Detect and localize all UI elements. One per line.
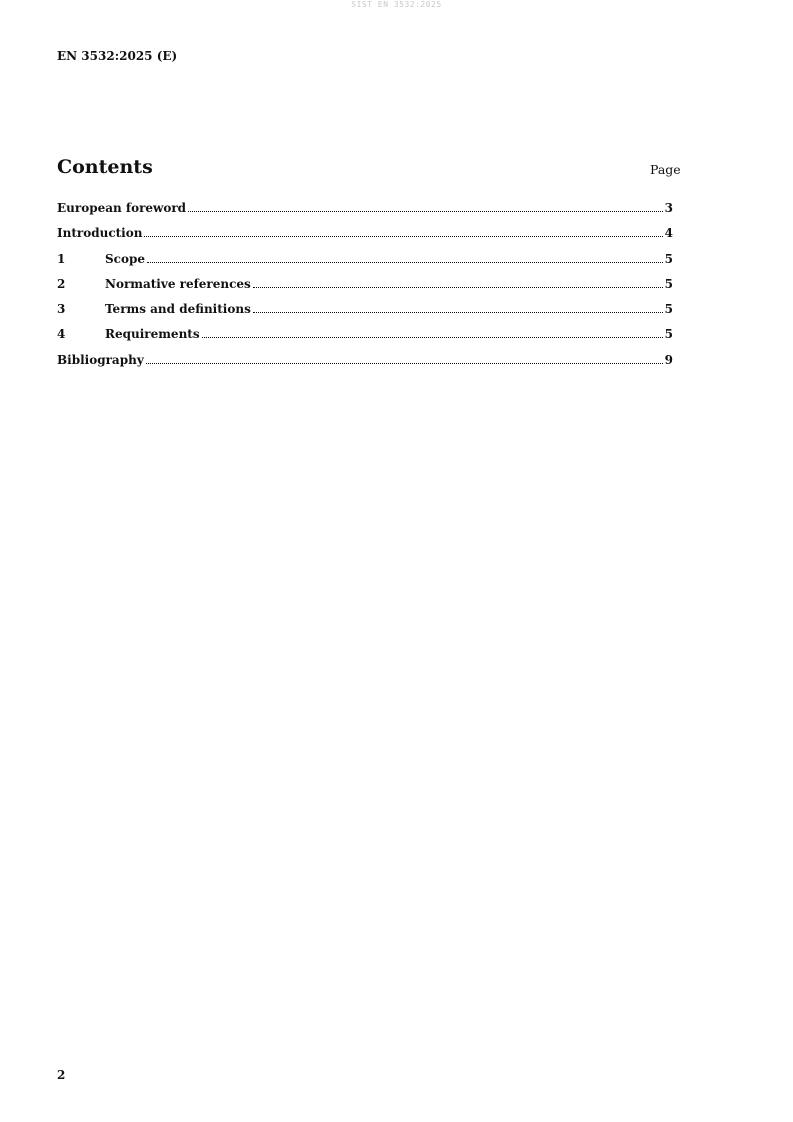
toc-entry-european-foreword[interactable]	[57, 201, 673, 226]
toc-entry-page: 5	[664, 327, 673, 342]
footer-page-number: 2	[57, 1068, 66, 1082]
dot-leader	[188, 210, 663, 212]
toc-entry-page: 5	[664, 251, 673, 266]
table-of-contents	[57, 201, 673, 378]
dot-leader	[144, 235, 662, 237]
toc-entry-bibliography[interactable]	[57, 353, 673, 378]
toc-entry-label: European foreword	[57, 201, 187, 215]
watermark: SIST EN 3532:2025	[351, 0, 442, 9]
toc-entry-number: 1	[57, 251, 66, 266]
toc-entry-page: 5	[664, 302, 673, 317]
toc-entry-terms-and-definitions[interactable]	[57, 302, 673, 327]
toc-entry-number: 4	[57, 327, 66, 342]
page-column-label: Page	[650, 162, 681, 177]
toc-entry-requirements[interactable]	[57, 327, 673, 352]
dot-leader	[202, 336, 663, 338]
dot-leader	[146, 362, 663, 364]
toc-entry-normative-references[interactable]	[57, 277, 673, 302]
toc-entry-page: 4	[664, 226, 673, 241]
toc-entry-introduction[interactable]	[57, 226, 673, 251]
toc-entry-label: Requirements	[105, 327, 200, 342]
toc-entry-page: 9	[664, 352, 673, 367]
dot-leader	[253, 286, 663, 288]
toc-entry-label: Normative references	[105, 276, 251, 291]
toc-entry-page: 3	[664, 201, 673, 215]
toc-entry-page: 5	[664, 276, 673, 291]
toc-entry-label: Introduction	[57, 226, 143, 241]
toc-entry-label: Bibliography	[57, 352, 144, 367]
contents-title: Contents	[57, 156, 153, 178]
document-id: EN 3532:2025 (E)	[57, 49, 178, 63]
toc-entry-scope[interactable]	[57, 252, 673, 277]
dot-leader	[253, 311, 663, 313]
toc-entry-number: 2	[57, 276, 66, 291]
toc-entry-number: 3	[57, 302, 66, 317]
toc-entry-label: Terms and definitions	[105, 302, 251, 317]
dot-leader	[147, 261, 663, 263]
toc-entry-label: Scope	[105, 251, 146, 266]
